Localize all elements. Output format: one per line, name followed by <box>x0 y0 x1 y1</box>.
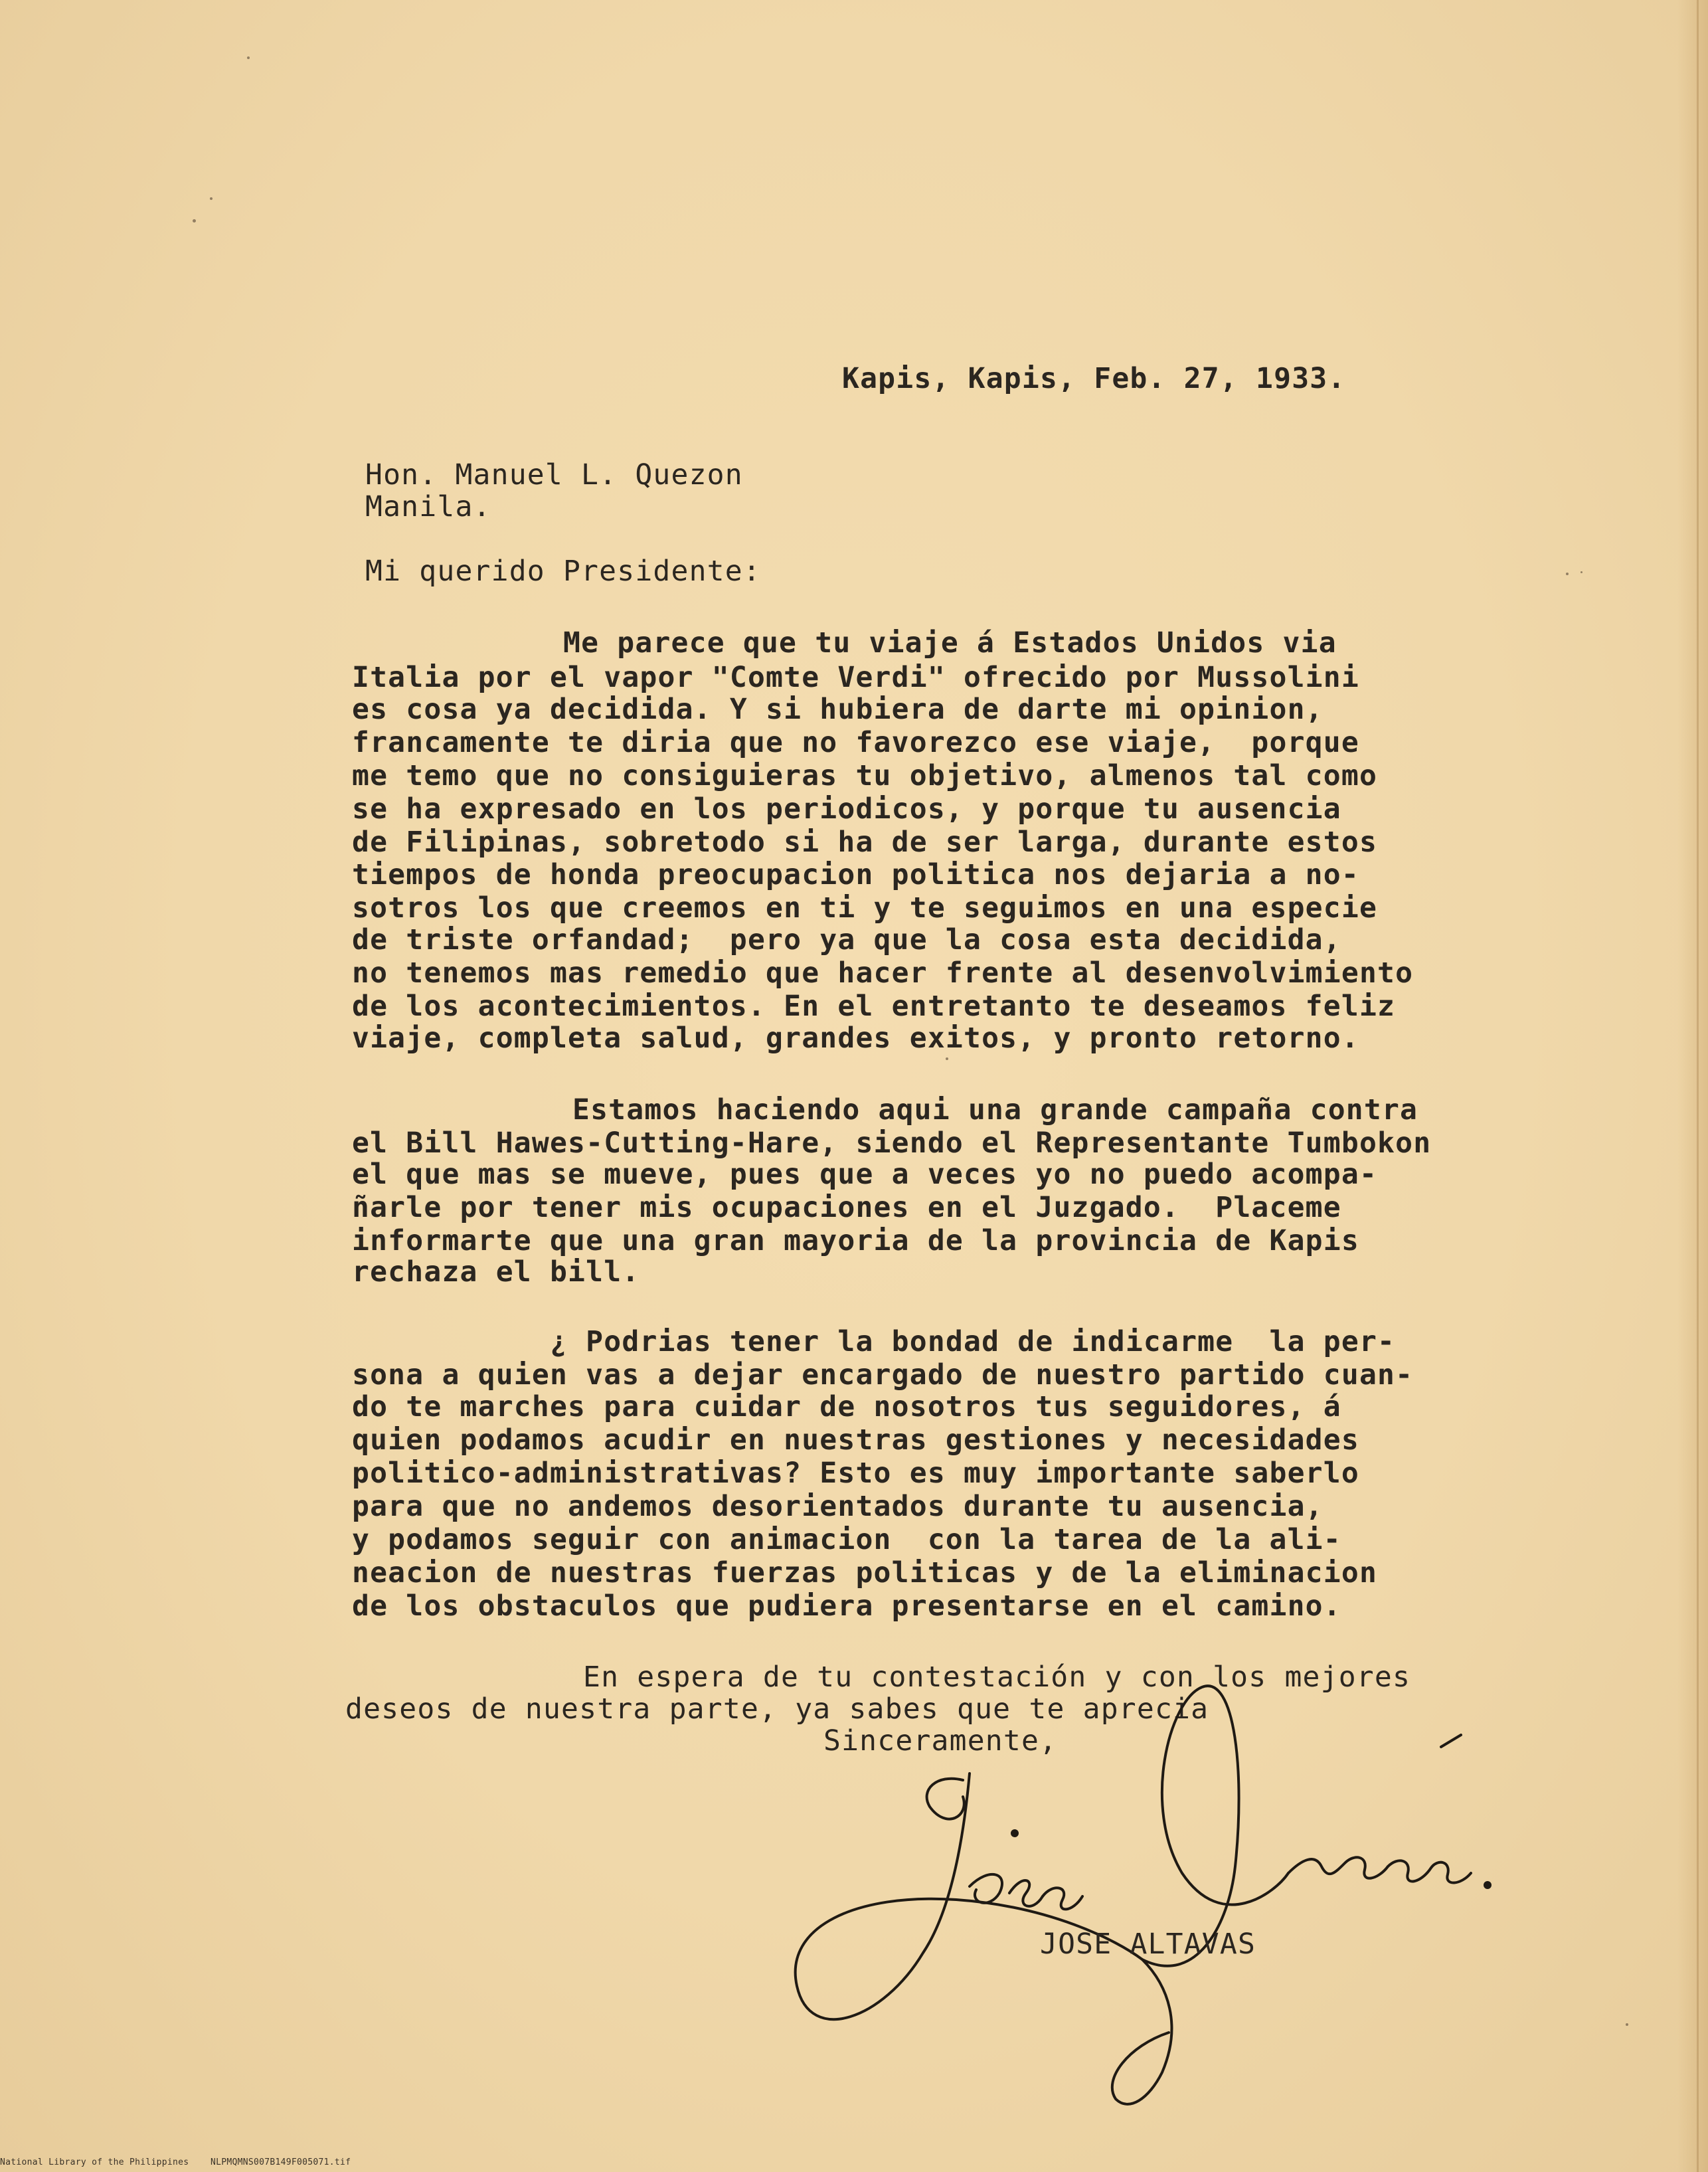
paragraph-line: se ha expresado en los periodicos, y porque tu ausencia <box>352 792 1341 826</box>
paper-speck <box>193 219 196 223</box>
paragraph-line: rechaza el bill. <box>352 1255 640 1289</box>
paragraph-line: de triste orfandad; pero ya que la cosa esta decidida, <box>352 923 1341 956</box>
paragraph-line: viaje, completa salud, grandes exitos, y pronto retorno. <box>352 1022 1359 1055</box>
recipient-line: Manila. <box>365 490 491 523</box>
closing: Sinceramente, <box>823 1724 1058 1758</box>
paragraph-line: ¿ Podrias tener la bondad de indicarme la per- <box>550 1325 1396 1358</box>
paragraph-line: Estamos haciendo aqui una grande campaña contra <box>572 1093 1418 1127</box>
paragraph-line: el Bill Hawes-Cutting-Hare, siendo el Representante Tumbokon <box>352 1127 1432 1160</box>
paragraph-line: Italia por el vapor "Comte Verdi" ofrecido por Mussolini <box>352 661 1359 694</box>
paragraph-line: no tenemos mas remedio que hacer frente al desenvolvimiento <box>352 956 1414 990</box>
paragraph-line: es cosa ya decidida. Y si hubiera de darte mi opinion, <box>352 693 1324 726</box>
paragraph-line: Me parece que tu viaje á Estados Unidos via <box>563 626 1337 660</box>
paragraph-line: el que mas se mueve, pues que a veces yo no puedo acompa- <box>352 1158 1378 1191</box>
archive-footer: National Library of the Philippines NLPMQMNS007B149F005071.tif <box>0 2157 351 2167</box>
paper-speck <box>210 197 213 200</box>
page-edge-shadow <box>1677 0 1708 2172</box>
paragraph-line: do te marches para cuidar de nosotros tus seguidores, á <box>352 1390 1341 1423</box>
paragraph-line: En espera de tu contestación y con los mejores <box>583 1661 1411 1694</box>
recipient-line: Hon. Manuel L. Quezon <box>365 458 743 492</box>
paragraph-line: de los obstaculos que pudiera presentarse en el camino. <box>352 1589 1341 1623</box>
paragraph-line: politico-administrativas? Esto es muy importante saberlo <box>352 1457 1359 1490</box>
paragraph-line: francamente te diria que no favorezco ese viaje, porque <box>352 726 1359 759</box>
paragraph-line: neacion de nuestras fuerzas politicas y de la eliminacion <box>352 1556 1378 1589</box>
paragraph-line: para que no andemos desorientados durante tu ausencia, <box>352 1490 1324 1523</box>
paper-speck <box>1626 2023 1628 2026</box>
paragraph-line: tiempos de honda preocupacion politica nos dejaria a no- <box>352 858 1359 891</box>
paragraph-line: me temo que no consiguieras tu objetivo, almenos tal como <box>352 759 1378 792</box>
paragraph-line: quien podamos acudir en nuestras gestiones y necesidades <box>352 1423 1359 1457</box>
paragraph-line: ñarle por tener mis ocupaciones en el Juzgado. Placeme <box>352 1191 1341 1224</box>
paper-speck <box>946 1057 948 1060</box>
paragraph-line: sona a quien vas a dejar encargado de nuestro partido cuan- <box>352 1358 1414 1392</box>
paper-speck <box>1580 571 1582 573</box>
salutation: Mi querido Presidente: <box>365 555 761 588</box>
place-date: Kapis, Kapis, Feb. 27, 1933. <box>842 362 1346 395</box>
paper-speck <box>1566 573 1569 575</box>
paragraph-line: y podamos seguir con animacion con la tarea de la ali- <box>352 1523 1341 1556</box>
paragraph-line: sotros los que creemos en ti y te seguimos en una especie <box>352 891 1378 925</box>
paper-speck <box>247 56 250 59</box>
page-right-crease <box>1697 0 1699 2172</box>
paragraph-line: de los acontecimientos. En el entretanto te deseamos feliz <box>352 990 1396 1023</box>
paragraph-line: informarte que una gran mayoria de la provincia de Kapis <box>352 1224 1359 1257</box>
handwritten-signature <box>770 1674 1534 2139</box>
signature-name: JOSE ALTAVAS <box>1040 1928 1256 1961</box>
paragraph-line: de Filipinas, sobretodo si ha de ser larga, durante estos <box>352 826 1378 859</box>
paragraph-line: deseos de nuestra parte, ya sabes que te aprecia <box>345 1692 1209 1726</box>
